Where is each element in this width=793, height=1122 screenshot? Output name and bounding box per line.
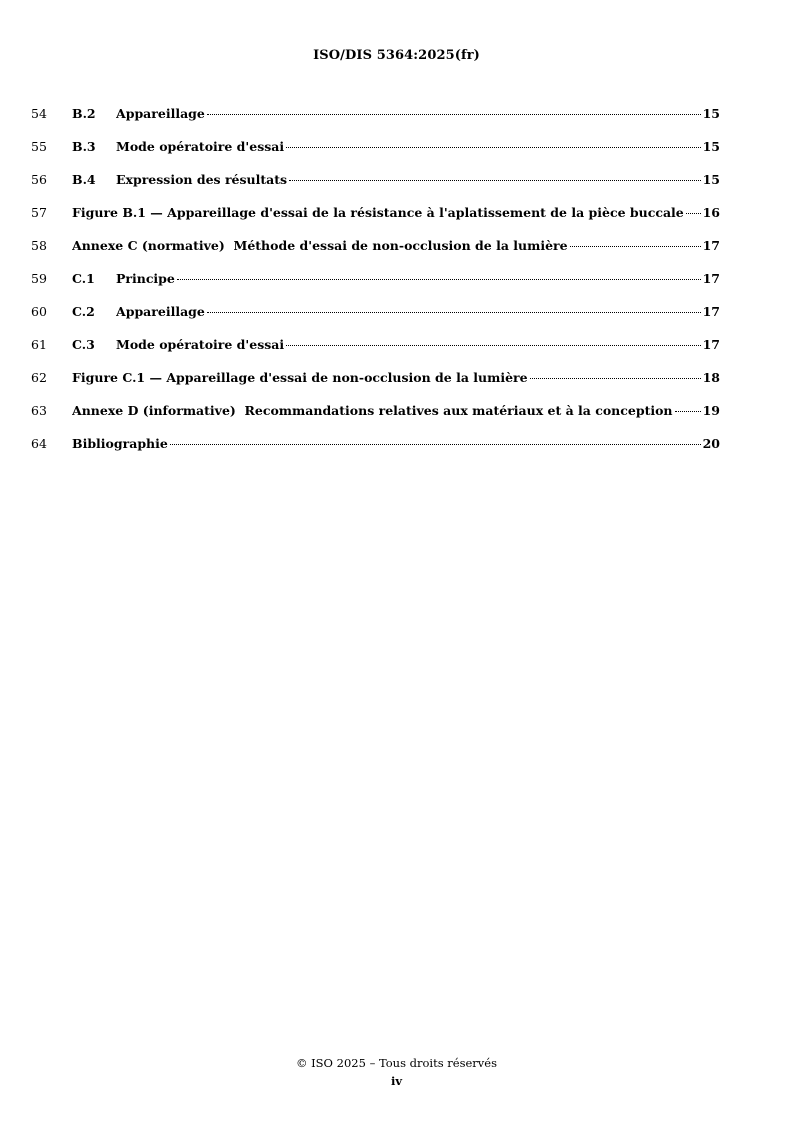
section-title: Figure C.1 — Appareillage d'essai de non-occlusion de la lumière <box>72 370 528 385</box>
page-number: 17 <box>702 271 720 286</box>
section-title: Bibliographie <box>72 436 168 451</box>
toc-entry[interactable] <box>72 434 720 454</box>
line-number: 60 <box>31 304 47 319</box>
section-title: Annexe C (normative) Méthode d'essai de non-occlusion de la lumière <box>72 238 568 253</box>
line-number: 57 <box>31 205 47 220</box>
line-number: 63 <box>31 403 47 418</box>
dot-leader <box>177 279 701 280</box>
line-number: 61 <box>31 337 47 352</box>
dot-leader <box>286 345 700 346</box>
dot-leader <box>286 147 700 148</box>
toc-row <box>0 269 793 289</box>
line-number: 59 <box>31 271 47 286</box>
section-code: B.3 <box>72 139 96 154</box>
page-footer <box>0 1056 793 1088</box>
dot-leader <box>686 213 701 214</box>
page-number: 20 <box>702 436 720 451</box>
toc-row <box>0 236 793 256</box>
toc-entry[interactable] <box>72 401 720 421</box>
toc-row <box>0 335 793 355</box>
section-title: Figure B.1 — Appareillage d'essai de la résistance à l'aplatissement de la pièce buccale <box>72 205 684 220</box>
toc-row <box>0 302 793 322</box>
toc-entry[interactable] <box>72 236 720 256</box>
toc-row <box>0 137 793 157</box>
line-number: 58 <box>31 238 47 253</box>
toc-entry[interactable] <box>72 170 720 190</box>
section-code: C.3 <box>72 337 95 352</box>
section-title: Mode opératoire d'essai <box>116 337 285 352</box>
toc-entry[interactable] <box>72 203 720 223</box>
dot-leader <box>530 378 701 379</box>
section-title: Annexe D (informative) Recommandations relatives aux matériaux et à la conception <box>72 403 673 418</box>
line-number: 64 <box>31 436 47 451</box>
toc-entry[interactable] <box>72 137 720 157</box>
document-header <box>0 48 793 63</box>
page-number: 17 <box>702 238 720 253</box>
section-code: C.1 <box>72 271 95 286</box>
line-number: 54 <box>31 106 47 121</box>
toc-entry[interactable] <box>72 335 720 355</box>
page-number: 15 <box>702 139 720 154</box>
toc-entry[interactable] <box>72 104 720 124</box>
page-number: 17 <box>702 304 720 319</box>
dot-leader <box>570 246 701 247</box>
page-number: 15 <box>702 172 720 187</box>
dot-leader <box>207 114 701 115</box>
section-title: Appareillage <box>116 304 205 319</box>
dot-leader <box>207 312 701 313</box>
section-title: Expression des résultats <box>116 172 288 187</box>
toc-row <box>0 434 793 454</box>
toc-entry[interactable] <box>72 269 720 289</box>
line-number: 55 <box>31 139 47 154</box>
toc-row <box>0 203 793 223</box>
page-number: 19 <box>702 403 720 418</box>
page-number: 16 <box>702 205 720 220</box>
toc-row <box>0 401 793 421</box>
page-number: 15 <box>702 106 720 121</box>
copyright-notice: © ISO 2025 – Tous droits réservés <box>295 1056 497 1070</box>
section-title: Mode opératoire d'essai <box>116 139 285 154</box>
line-number: 62 <box>31 370 47 385</box>
toc-entry[interactable] <box>72 368 720 388</box>
footer-page-number: iv <box>390 1074 403 1088</box>
page-number: 18 <box>702 370 720 385</box>
toc-row <box>0 368 793 388</box>
section-title: Appareillage <box>116 106 205 121</box>
dot-leader <box>289 180 701 181</box>
dot-leader <box>675 411 701 412</box>
line-number: 56 <box>31 172 47 187</box>
section-code: C.2 <box>72 304 95 319</box>
toc-entry[interactable] <box>72 302 720 322</box>
section-code: B.4 <box>72 172 96 187</box>
page-number: 17 <box>702 337 720 352</box>
section-code: B.2 <box>72 106 96 121</box>
document-id: ISO/DIS 5364:2025(fr) <box>313 48 480 63</box>
section-title: Principe <box>116 271 175 286</box>
toc-row <box>0 170 793 190</box>
dot-leader <box>170 444 701 445</box>
toc-row <box>0 104 793 124</box>
